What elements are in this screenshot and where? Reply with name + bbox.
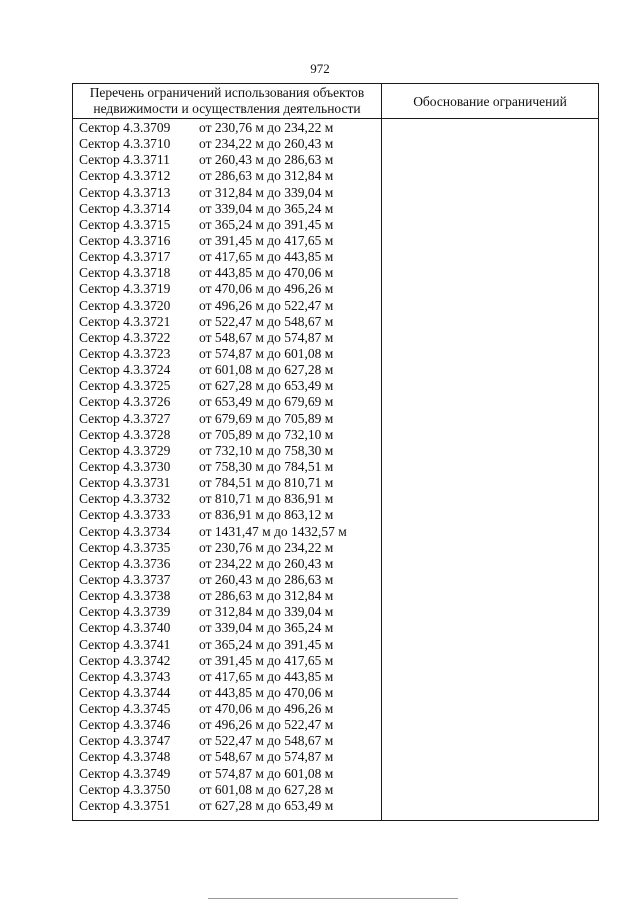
- sector-id: Сектор 4.3.3724: [79, 362, 171, 378]
- table-row: [73, 669, 381, 685]
- sector-id: Сектор 4.3.3728: [79, 426, 171, 442]
- distance-range: от 810,71 м до 836,91 м: [199, 491, 334, 507]
- distance-range: от 679,69 м до 705,89 м: [199, 410, 334, 426]
- distance-range: от 391,45 м до 417,65 м: [199, 652, 334, 668]
- sector-id: Сектор 4.3.3713: [79, 184, 171, 200]
- distance-range: от 417,65 м до 443,85 м: [199, 249, 334, 265]
- sector-id: Сектор 4.3.3732: [79, 491, 171, 507]
- distance-range: от 653,49 м до 679,69 м: [199, 394, 334, 410]
- distance-range: от 234,22 м до 260,43 м: [199, 555, 334, 571]
- table-row: [73, 185, 381, 201]
- sector-id: Сектор 4.3.3711: [79, 152, 170, 168]
- table-row: [73, 733, 381, 749]
- sector-id: Сектор 4.3.3740: [79, 620, 171, 636]
- sector-id: Сектор 4.3.3715: [79, 216, 171, 232]
- restrictions-table: [72, 83, 599, 821]
- table-row: [73, 427, 381, 443]
- distance-range: от 574,87 м до 601,08 м: [199, 765, 334, 781]
- sector-id: Сектор 4.3.3730: [79, 458, 171, 474]
- table-row: [73, 201, 381, 217]
- table-row: [73, 717, 381, 733]
- table-row: [73, 265, 381, 281]
- distance-range: от 339,04 м до 365,24 м: [199, 200, 334, 216]
- distance-range: от 627,28 м до 653,49 м: [199, 797, 334, 813]
- distance-range: от 601,08 м до 627,28 м: [199, 362, 334, 378]
- distance-range: от 784,51 м до 810,71 м: [199, 475, 334, 491]
- distance-range: от 522,47 м до 548,67 м: [199, 733, 334, 749]
- table-row: [73, 330, 381, 346]
- table-row: [73, 507, 381, 523]
- distance-range: от 234,22 м до 260,43 м: [199, 136, 334, 152]
- distance-range: от 601,08 м до 627,28 м: [199, 781, 334, 797]
- sector-id: Сектор 4.3.3735: [79, 539, 171, 555]
- sector-id: Сектор 4.3.3747: [79, 733, 171, 749]
- table-row: [73, 394, 381, 410]
- sector-id: Сектор 4.3.3710: [79, 136, 171, 152]
- distance-range: от 627,28 м до 653,49 м: [199, 378, 334, 394]
- sector-id: Сектор 4.3.3719: [79, 281, 171, 297]
- column-divider: [381, 84, 382, 820]
- table-row: [73, 604, 381, 620]
- table-row: [73, 314, 381, 330]
- distance-range: от 365,24 м до 391,45 м: [199, 636, 334, 652]
- sector-id: Сектор 4.3.3716: [79, 232, 171, 248]
- table-row: [73, 540, 381, 556]
- distance-range: от 230,76 м до 234,22 м: [199, 120, 334, 135]
- table-row: [73, 443, 381, 459]
- sector-id: Сектор 4.3.3734: [79, 523, 171, 539]
- distance-range: от 260,43 м до 286,63 м: [199, 571, 334, 587]
- distance-range: от 522,47 м до 548,67 м: [199, 313, 334, 329]
- table-row: [73, 637, 381, 653]
- table-row: [73, 475, 381, 491]
- sector-id: Сектор 4.3.3746: [79, 717, 171, 733]
- table-header: [73, 84, 598, 119]
- table-row: [73, 459, 381, 475]
- distance-range: от 470,06 м до 496,26 м: [199, 701, 334, 717]
- sector-id: Сектор 4.3.3721: [79, 313, 171, 329]
- distance-range: от 470,06 м до 496,26 м: [199, 281, 334, 297]
- distance-range: от 732,10 м до 758,30 м: [199, 442, 334, 458]
- table-row: [73, 524, 381, 540]
- table-row: [73, 749, 381, 765]
- distance-range: от 391,45 м до 417,65 м: [199, 232, 334, 248]
- table-row: [73, 685, 381, 701]
- table-row: [73, 653, 381, 669]
- distance-range: от 230,76 м до 234,22 м: [199, 539, 334, 555]
- table-row: [73, 556, 381, 572]
- table-row: [73, 346, 381, 362]
- header-justification: Обоснование ограничений: [413, 94, 567, 109]
- sector-id: Сектор 4.3.3725: [79, 378, 171, 394]
- sector-id: Сектор 4.3.3717: [79, 249, 171, 265]
- header-restrictions-line-2: недвижимости и осуществления деятельности: [93, 101, 361, 116]
- sector-id: Сектор 4.3.3714: [79, 200, 171, 216]
- distance-range: от 286,63 м до 312,84 м: [199, 588, 334, 604]
- sector-id: Сектор 4.3.3718: [79, 265, 171, 281]
- table-row: [73, 620, 381, 636]
- scan-edge-line: [208, 898, 458, 899]
- distance-range: от 443,85 м до 470,06 м: [199, 684, 334, 700]
- distance-range: от 758,30 м до 784,51 м: [199, 458, 334, 474]
- sector-id: Сектор 4.3.3720: [79, 297, 171, 313]
- sector-id: Сектор 4.3.3736: [79, 555, 171, 571]
- sector-id: Сектор 4.3.3750: [79, 781, 171, 797]
- sector-id: Сектор 4.3.3723: [79, 345, 171, 361]
- sector-id: Сектор 4.3.3741: [79, 636, 171, 652]
- distance-range: от 260,43 м до 286,63 м: [199, 152, 334, 168]
- distance-range: от 496,26 м до 522,47 м: [199, 297, 334, 313]
- table-row: [73, 411, 381, 427]
- distance-range: от 548,67 м до 574,87 м: [199, 329, 334, 345]
- table-row: [73, 588, 381, 604]
- table-row: [73, 120, 381, 136]
- distance-range: от 312,84 м до 339,04 м: [199, 184, 334, 200]
- table-row: [73, 281, 381, 297]
- sector-id: Сектор 4.3.3743: [79, 668, 171, 684]
- sector-id: Сектор 4.3.3745: [79, 701, 171, 717]
- table-row: [73, 572, 381, 588]
- table-row: [73, 249, 381, 265]
- sector-id: Сектор 4.3.3729: [79, 442, 171, 458]
- sector-id: Сектор 4.3.3738: [79, 588, 171, 604]
- sector-id: Сектор 4.3.3709: [79, 120, 171, 135]
- sector-id: Сектор 4.3.3733: [79, 507, 171, 523]
- table-row: [73, 362, 381, 378]
- table-row: [73, 766, 381, 782]
- header-restrictions-line-1: Перечень ограничений использования объектов: [89, 85, 365, 100]
- sector-id: Сектор 4.3.3712: [79, 168, 171, 184]
- distance-range: от 286,63 м до 312,84 м: [199, 168, 334, 184]
- table-row: [73, 378, 381, 394]
- table-body: [73, 120, 381, 814]
- distance-range: от 312,84 м до 339,04 м: [199, 604, 334, 620]
- table-row: [73, 136, 381, 152]
- page-number: 972: [310, 61, 330, 76]
- distance-range: от 417,65 м до 443,85 м: [199, 668, 334, 684]
- table-row: [73, 168, 381, 184]
- sector-id: Сектор 4.3.3726: [79, 394, 171, 410]
- sector-id: Сектор 4.3.3739: [79, 604, 171, 620]
- header-restrictions-list: [73, 85, 381, 117]
- sector-id: Сектор 4.3.3731: [79, 475, 171, 491]
- sector-id: Сектор 4.3.3722: [79, 329, 171, 345]
- distance-range: от 496,26 м до 522,47 м: [199, 717, 334, 733]
- distance-range: от 836,91 м до 863,12 м: [199, 507, 334, 523]
- table-row: [73, 298, 381, 314]
- table-row: [73, 701, 381, 717]
- table-row: [73, 782, 381, 798]
- table-row: [73, 152, 381, 168]
- sector-id: Сектор 4.3.3749: [79, 765, 171, 781]
- sector-id: Сектор 4.3.3751: [79, 797, 171, 813]
- table-row: [73, 233, 381, 249]
- distance-range: от 705,89 м до 732,10 м: [199, 426, 334, 442]
- distance-range: от 1431,47 м до 1432,57 м: [199, 523, 347, 539]
- table-row: [73, 491, 381, 507]
- sector-id: Сектор 4.3.3737: [79, 571, 171, 587]
- sector-id: Сектор 4.3.3748: [79, 749, 171, 765]
- distance-range: от 548,67 м до 574,87 м: [199, 749, 334, 765]
- sector-id: Сектор 4.3.3727: [79, 410, 171, 426]
- sector-id: Сектор 4.3.3742: [79, 652, 171, 668]
- distance-range: от 574,87 м до 601,08 м: [199, 345, 334, 361]
- sector-id: Сектор 4.3.3744: [79, 684, 171, 700]
- table-row: [73, 798, 381, 814]
- distance-range: от 443,85 м до 470,06 м: [199, 265, 334, 281]
- distance-range: от 339,04 м до 365,24 м: [199, 620, 334, 636]
- table-row: [73, 217, 381, 233]
- distance-range: от 365,24 м до 391,45 м: [199, 216, 334, 232]
